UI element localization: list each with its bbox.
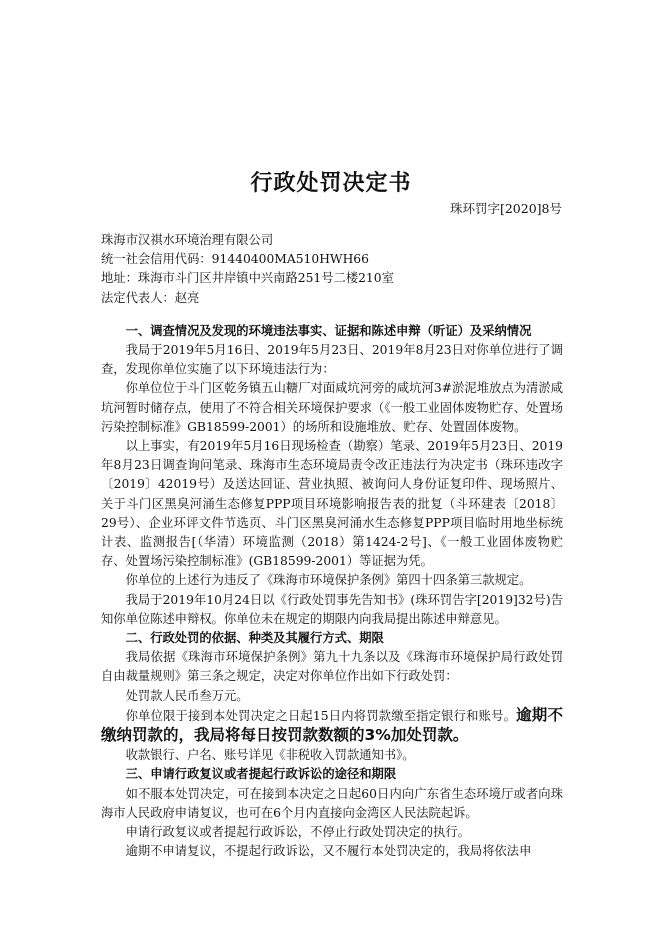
section3-paragraph: 逾期不申请复议，不提起行政诉讼，又不履行本处罚决定的，我局将依法申 [125,844,532,859]
section1-paragraph: 我局于2019年5月16日、2019年5月23日、2019年8月23日对你单位进行了调查，发现你单位实施了以下环境违法行为： [101,343,563,377]
party-credit-code: 统一社会信用代码：91440400MA510HWH66 [101,252,369,267]
section2-paragraph: 处罚款人民币叁万元。 [125,688,249,703]
party-name: 珠海市汉祺水环境治理有限公司 [101,233,274,247]
late-penalty-emphasis: 逾期不缴纳罚款的，我局将每日按罚款数额的3%加处罚款。 [101,705,563,745]
document-body [101,231,563,862]
party-legal-rep: 法定代表人：赵亮 [101,290,200,305]
section2-heading: 二、行政处罚的依据、种类及其履行方式、期限 [125,631,384,646]
section1-paragraph: 你单位位于斗门区乾务镇五山糖厂对面咸坑河旁的咸坑河3#淤泥堆放点为清淤咸坑河暂时储存点，使用了不符合相关环境保护要求（《一般工业固体废物贮存、处置场污染控制标准》GB18599-2001）的场所和设施堆放、贮存、处置固体废物。 [101,381,563,434]
section3-heading: 三、申请行政复议或者提起行政诉讼的途径和期限 [125,767,397,782]
document-number: 珠环罚字[2020]8号 [449,201,562,216]
section2-paragraph: 收款银行、户名、账号详见《非税收入罚款通知书》。 [125,748,415,763]
section2-paragraph: 我局依据《珠海市环境保护条例》第九十九条以及《珠海市环境保护局行政处罚自由裁量规则》第三条之规定，决定对你单位作出如下行政处罚： [101,650,563,684]
section1-paragraph: 你单位的上述行为违反了《珠海市环境保护条例》第四十四条第三款规定。 [125,573,532,588]
payment-deadline-text: 你单位限于接到本处罚决定之日起15日内将罚款缴至指定银行和账号。 [125,708,517,723]
section3-paragraph: 申请行政复议或者提起行政诉讼，不停止行政处罚决定的执行。 [125,825,470,840]
section1-paragraph: 我局于2019年10月24日以《行政处罚事先告知书》(珠环罚告字[2019]32号)告知你单位陈述申辩权。你单位未在规定的期限内向我局提出陈述申辩意见。 [101,592,563,626]
party-address: 地址：珠海市斗门区井岸镇中兴南路251号二楼210室 [101,271,394,286]
section3-paragraph: 如不服本处罚决定，可在接到本决定之日起60日内向广东省生态环境厅或者向珠海市人民政府申请复议，也可在6个月内直接向金湾区人民法院起诉。 [101,786,563,820]
document-title: 行政处罚决定书 [250,171,412,196]
section1-paragraph: 以上事实，有2019年5月16日现场检查（勘察）笔录、2019年5月23日、2019年8月23日调查询问笔录、珠海市生态环境局责令改正违法行为决定书（珠环违改字〔2019〕42019号）及送达回证、营业执照、被询问人身份证复印件、现场照片、关于斗门区黑臭河涌生态修复PPP项目环境影响报告表的批复（斗环建表〔2018〕29号）、企业环评文件节选页、斗门区黑臭河涌水生态修复PPP项目临时用地坐标统计表、监测报告[（华清）环境监测（2018）第1424-2号]、《一般工业固体废物贮存、处置场污染控制标准》(GB18599-2001）等证据为凭。 [101,439,563,569]
section1-heading: 一、调查情况及发现的环境违法事实、证据和陈述申辩（听证）及采纳情况 [125,323,532,338]
section2-paragraph [101,706,563,746]
